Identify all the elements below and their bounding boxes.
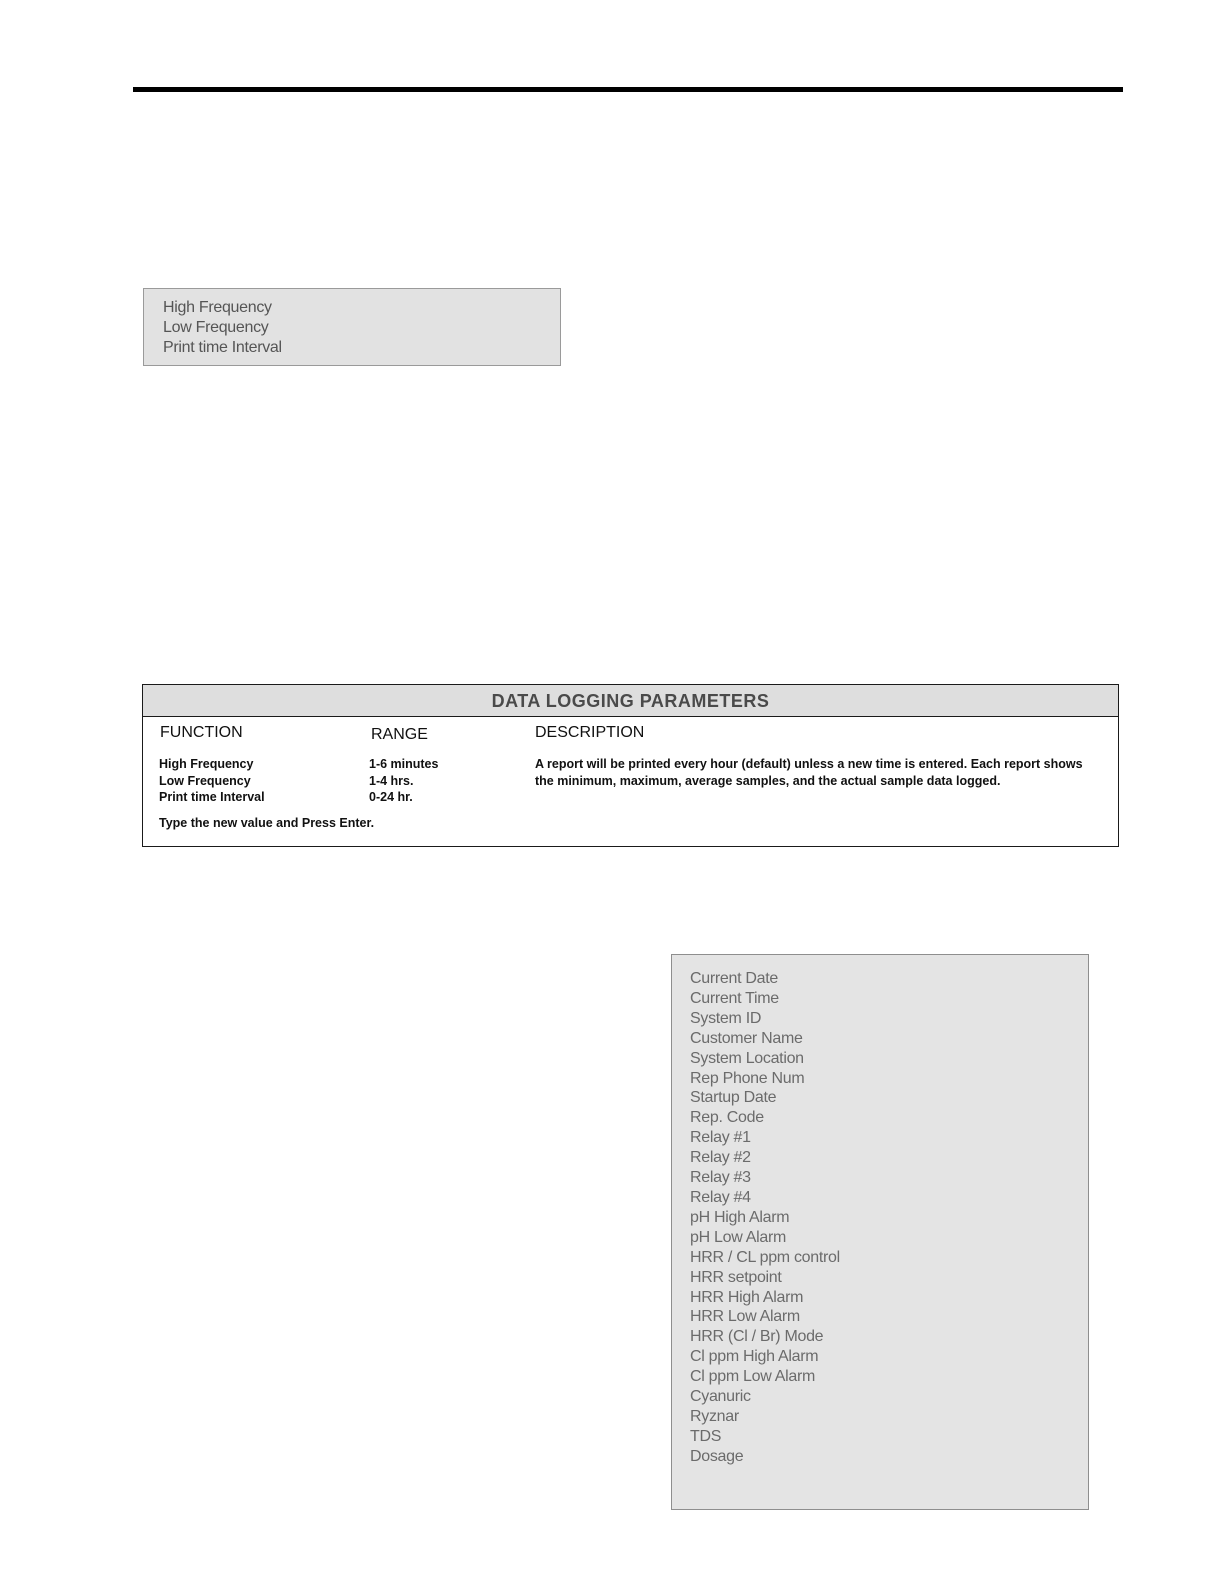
parameter-description: A report will be printed every hour (default) unless a new time is entered. Each report shows the minimum, maximum, average samples, and the actual sample data logged. [535,757,1083,788]
parameter-list-screen [671,954,1089,1510]
list-item[interactable]: Cl ppm Low Alarm [690,1368,816,1386]
row-function: High Frequency [159,757,254,771]
menu-item-high-frequency[interactable]: High Frequency [163,299,272,316]
list-item[interactable]: Dosage [690,1447,744,1465]
list-item[interactable]: Customer Name [690,1029,803,1047]
header-rule [133,87,1123,92]
list-item[interactable]: Ryznar [690,1407,739,1425]
list-item[interactable]: Rep. Code [690,1109,764,1127]
list-item[interactable]: Relay #2 [690,1149,751,1167]
row-range: 0-24 hr. [369,790,413,804]
list-item[interactable]: HRR High Alarm [690,1288,804,1306]
column-header-description: DESCRIPTION [535,724,645,741]
list-item[interactable]: Current Time [690,989,779,1007]
data-logging-parameters-table [142,684,1119,847]
list-item[interactable]: Relay #3 [690,1169,751,1187]
column-header-range: RANGE [371,726,428,743]
list-item[interactable]: Cl ppm High Alarm [690,1348,819,1366]
column-header-function: FUNCTION [160,724,243,741]
list-item[interactable]: System Location [690,1049,804,1067]
list-item[interactable]: pH Low Alarm [690,1228,786,1246]
data-logging-menu [143,288,561,366]
list-item[interactable]: Current Date [690,970,778,987]
menu-item-low-frequency[interactable]: Low Frequency [163,319,269,336]
table-title: DATA LOGGING PARAMETERS [143,685,1118,717]
list-item[interactable]: System ID [690,1009,762,1027]
list-item[interactable]: Rep Phone Num [690,1069,805,1087]
list-item[interactable]: Startup Date [690,1089,777,1107]
list-item[interactable]: Relay #4 [690,1188,751,1206]
list-item[interactable]: HRR (Cl / Br) Mode [690,1328,824,1346]
list-item[interactable]: Relay #1 [690,1129,751,1147]
list-item[interactable]: TDS [690,1427,722,1445]
list-item[interactable]: HRR Low Alarm [690,1308,800,1326]
list-item[interactable]: HRR setpoint [690,1268,782,1286]
row-range: 1-4 hrs. [369,773,414,788]
instruction-text: Type the new value and Press Enter. [159,816,375,830]
list-item[interactable]: pH High Alarm [690,1208,790,1226]
menu-item-print-time-interval[interactable]: Print time Interval [163,339,282,356]
list-item[interactable]: HRR / CL ppm control [690,1248,840,1266]
row-function: Low Frequency [159,773,251,788]
list-item[interactable]: Cyanuric [690,1388,751,1406]
row-range: 1-6 minutes [369,757,439,771]
row-function: Print time Interval [159,790,265,804]
